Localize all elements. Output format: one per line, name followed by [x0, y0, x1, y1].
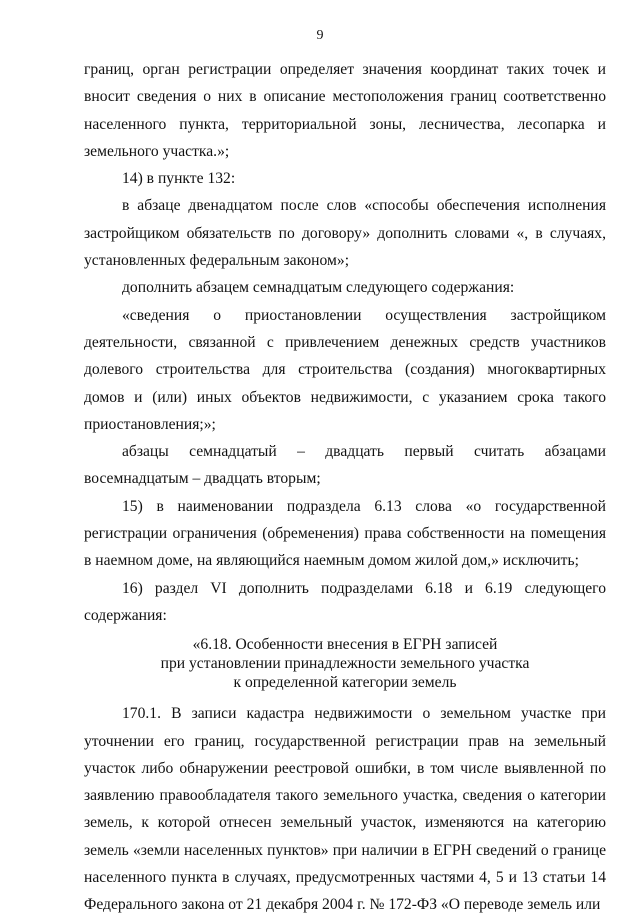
paragraph-amendment-twelfth: в абзаце двенадцатом после слов «способы обеспечения исполнения застройщиком обязательств по договору» дополнить словами «, в случаях, установленных федеральным законом»;: [84, 197, 606, 270]
paragraph-item-16: 16) раздел VI дополнить подразделами 6.18 и 6.19 следующего содержания:: [84, 579, 606, 624]
page-number: 9: [316, 28, 324, 43]
paragraph-item-15: 15) в наименовании подраздела 6.13 слова «о государственной регистрации ограничения (обременения) права собственности на помещения в наемном доме, на являющийся наемным домом жилой дом,» исключить;: [84, 497, 606, 570]
paragraph-item-14: 14) в пункте 132:: [122, 170, 236, 188]
paragraph-add-seventeenth: дополнить абзацем семнадцатым следующего содержания:: [122, 279, 515, 297]
paragraph-quoted-info: «сведения о приостановлении осуществления застройщиком деятельности, связанной с привлечением денежных средств участников долевого строительства для строительства (создания) многоквартирных домов и (или) иных объектов недвижимости, с указанием срока такого приостановления;»;: [84, 306, 606, 433]
heading-line-1: «6.18. Особенности внесения в ЕГРН записей: [192, 636, 498, 654]
paragraph-continuation: границ, орган регистрации определяет значения координат таких точек и вносит сведения о них в описание местоположения границ соответственно населенного пункта, территориальной зоны, лесничества, лесопарка и земельного участка.»;: [84, 61, 606, 160]
section-heading: [84, 635, 606, 692]
paragraph-170-1: 170.1. В записи кадастра недвижимости о земельном участке при уточнении его границ, государственной регистрации прав на земельный участок либо обнаружении реестровой ошибки, в том числе выявленной по заявлению правообладателя такого земельного участка, сведения о категории земель, к которой отнесен земельный участок, изменяются на категорию земель «земли населенных пунктов» при наличии в ЕГРН сведений о границе населенного пункта в случаях, предусмотренных частями 4, 5 и 13 статьи 14 Федерального закона от 21 декабря 2004 г. № 172-ФЗ «О переводе земель или: [84, 705, 606, 914]
heading-line-2: при установлении принадлежности земельного участка: [160, 655, 530, 673]
document-body: [84, 56, 606, 919]
paragraph-renumber: абзацы семнадцатый – двадцать первый считать абзацами восемнадцатым – двадцать вторым;: [84, 443, 606, 488]
heading-line-3: к определенной категории земель: [233, 674, 457, 692]
